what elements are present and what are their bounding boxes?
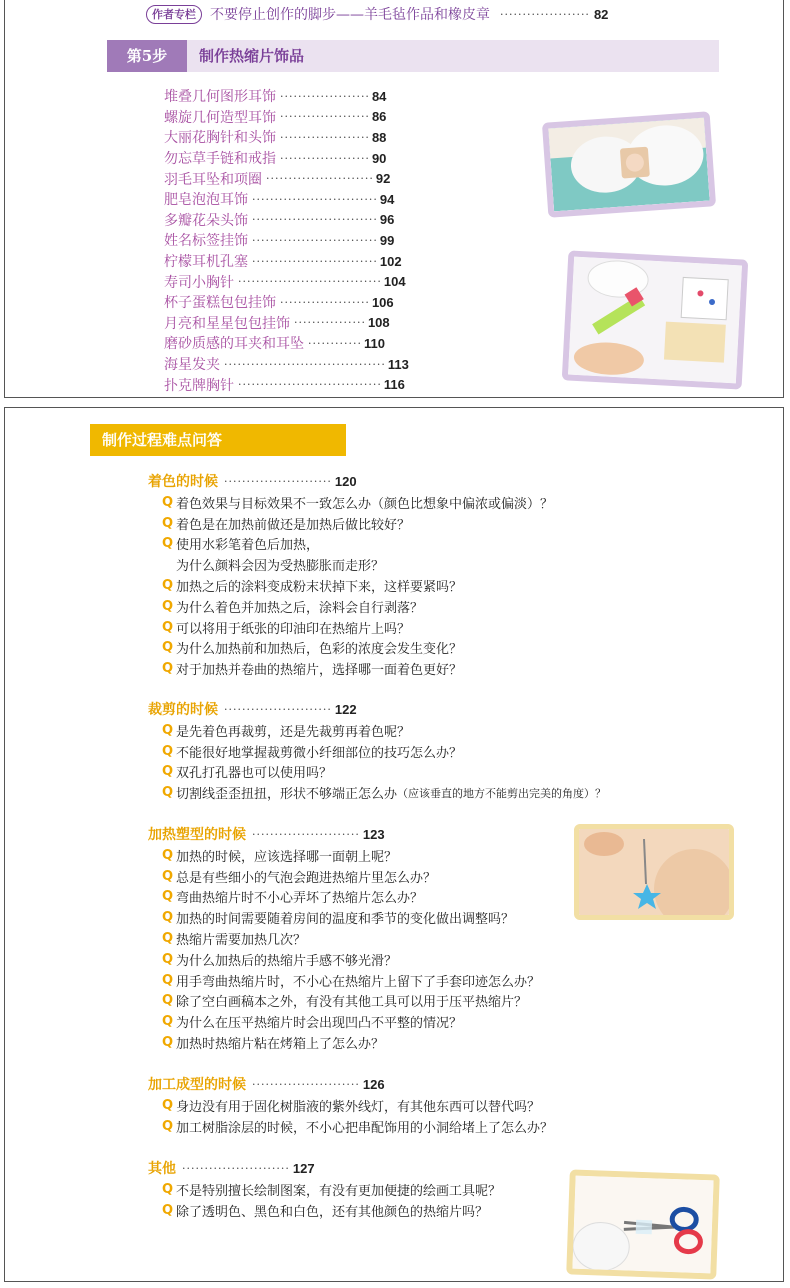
toc-entry-title: 柠檬耳机孔塞: [164, 254, 248, 271]
question-mark-icon: Q: [162, 578, 174, 594]
toc-entry[interactable]: [164, 107, 409, 128]
question-text: 除了空白画稿本之外，有没有其他工具可以用于压平热缩片？: [176, 995, 528, 1011]
qa-section-title: 加工成型的时候: [148, 1077, 246, 1093]
qa-section-title: 加热塑型的时候: [148, 827, 246, 843]
question-text: 使用水彩笔着色后加热，: [176, 538, 320, 554]
question-item[interactable]: [148, 1032, 540, 1053]
question-mark-icon: Q: [162, 889, 174, 905]
toc-entry-title: 姓名标签挂饰: [164, 233, 248, 250]
question-text: 为什么在压平热缩片时会出现凹凸不平整的情况？: [176, 1016, 463, 1032]
question-mark-icon: Q: [162, 910, 174, 926]
question-text: 不能很好地掌握裁剪微小纤细部位的技巧怎么办？: [176, 745, 463, 761]
toc-entry[interactable]: [164, 168, 409, 189]
question-text: 切割线歪歪扭扭，形状不够端正怎么办: [176, 787, 398, 803]
author-column-entry[interactable]: [146, 4, 608, 24]
page-number: 104: [383, 274, 406, 290]
page-number: 126: [362, 1076, 385, 1092]
qa-section: [148, 823, 540, 1053]
question-item[interactable]: [148, 887, 540, 908]
question-item[interactable]: [148, 1011, 540, 1032]
question-text: 对于加热并卷曲的热缩片，选择哪一面着色更好？: [176, 663, 463, 679]
toc-entry-title: 堆叠几何图形耳饰: [164, 89, 276, 106]
question-mark-icon: Q: [162, 1118, 174, 1134]
question-text: 着色效果与目标效果不一致怎么办（颜色比想象中偏浓或偏淡）？: [176, 496, 554, 512]
leader-dots: ····························: [252, 213, 378, 227]
page-number: 92: [375, 171, 391, 187]
question-item[interactable]: [148, 638, 553, 659]
leader-dots: ································: [238, 275, 382, 289]
page-number: 84: [371, 88, 387, 104]
page-number: 108: [367, 315, 390, 331]
question-item[interactable]: [148, 596, 553, 617]
question-item[interactable]: [148, 928, 540, 949]
page-number: 88: [371, 129, 387, 145]
question-item[interactable]: [148, 513, 553, 534]
question-item[interactable]: [148, 534, 553, 555]
question-mark-icon: Q: [162, 598, 174, 614]
toc-entry[interactable]: [164, 271, 409, 292]
question-text: 弯曲热缩片时不小心弄坏了热缩片怎么办？: [176, 891, 424, 907]
question-mark-icon: Q: [162, 847, 174, 863]
question-mark-icon: Q: [162, 1014, 174, 1030]
question-text: 总是有些细小的气泡会跑进热缩片里怎么办？: [176, 870, 437, 886]
page-number: 106: [371, 294, 394, 310]
page-number: 122: [334, 701, 357, 717]
question-text: 除了透明色、黑色和白色，还有其他颜色的热缩片吗？: [176, 1204, 489, 1220]
craft-photo-gloved-hands: [542, 111, 716, 217]
leader-dots: ····························: [252, 192, 378, 206]
leader-dots: ····················: [280, 130, 370, 144]
qa-section-heading[interactable]: [148, 1157, 501, 1179]
toc-entry[interactable]: [164, 127, 409, 148]
qa-section-heading[interactable]: [148, 1073, 553, 1095]
question-item[interactable]: [148, 575, 553, 596]
question-mark-icon: Q: [162, 661, 174, 677]
leader-dots: ····························: [252, 254, 378, 268]
question-text: 加热的时间需要随着房间的温度和季节的变化做出调整吗？: [176, 912, 515, 928]
toc-entry[interactable]: [164, 189, 409, 210]
question-item[interactable]: [148, 866, 540, 887]
question-text: 是先着色再裁剪，还是先裁剪再着色呢？: [176, 724, 411, 740]
leader-dots: ························: [182, 1161, 290, 1175]
question-text: 为什么加热后的热缩片手感不够光滑？: [176, 953, 398, 969]
leader-dots: ································: [238, 378, 382, 392]
qa-section: [148, 1157, 501, 1221]
question-item[interactable]: [148, 1095, 553, 1116]
question-mark-icon: Q: [162, 515, 174, 531]
question-item[interactable]: [148, 492, 553, 513]
question-item[interactable]: [148, 949, 540, 970]
step-title: 制作热缩片饰品: [199, 47, 305, 65]
page-number: 116: [383, 377, 405, 393]
leader-dots: ························: [252, 1077, 360, 1091]
question-text: 为什么加热前和加热后，色彩的浓度会发生变化？: [176, 642, 463, 658]
question-text: 加热的时候，应该选择哪一面朝上呢？: [176, 849, 398, 865]
question-mark-icon: Q: [162, 1035, 174, 1051]
question-item[interactable]: [148, 1179, 501, 1200]
toc-entry[interactable]: [164, 333, 409, 354]
leader-dots: ····················: [500, 7, 590, 21]
step-header: [107, 40, 719, 72]
page-number: 110: [363, 335, 385, 351]
qa-section: [148, 470, 553, 679]
question-text: 加工树脂涂层的时候，不小心把串配饰用的小洞给堵上了怎么办？: [176, 1120, 554, 1136]
question-item[interactable]: [148, 741, 606, 762]
page-number: 96: [379, 212, 395, 228]
toc-entry-title: 月亮和星星包包挂饰: [164, 315, 290, 332]
question-mark-icon: Q: [162, 785, 174, 801]
toc-entry-title: 螺旋几何造型耳饰: [164, 109, 276, 126]
toc-entry-title: 寿司小胸针: [164, 274, 234, 291]
craft-photo-scissors: [566, 1169, 720, 1279]
question-item[interactable]: [148, 991, 540, 1012]
question-mark-icon: Q: [162, 619, 174, 635]
page-number: 102: [379, 253, 402, 269]
question-text: 加热时热缩片粘在烤箱上了怎么办？: [176, 1037, 385, 1053]
question-item[interactable]: [148, 762, 606, 783]
leader-dots: ····································: [224, 357, 386, 371]
question-mark-icon: Q: [162, 536, 174, 552]
page-number: 99: [379, 232, 395, 248]
question-text: 用手弯曲热缩片时，不小心在热缩片上留下了手套印迹怎么办？: [176, 974, 541, 990]
question-mark-icon: Q: [162, 868, 174, 884]
toc-entry-title: 磨砂质感的耳夹和耳坠: [164, 336, 304, 353]
leader-dots: ····························: [252, 233, 378, 247]
toc-entry-title: 多瓣花朵头饰: [164, 212, 248, 229]
question-text: 着色是在加热前做还是加热后做比较好？: [176, 517, 411, 533]
question-item[interactable]: [148, 617, 553, 638]
question-item[interactable]: [148, 720, 606, 741]
qa-section-title: 其他: [148, 1161, 176, 1177]
craft-photo-starfish: [574, 824, 734, 920]
question-item[interactable]: [148, 970, 540, 991]
question-mark-icon: Q: [162, 993, 174, 1009]
leader-dots: ························: [266, 172, 374, 186]
question-mark-icon: Q: [162, 951, 174, 967]
page-number: 90: [371, 150, 387, 166]
question-mark-icon: Q: [162, 1181, 174, 1197]
leader-dots: ························: [224, 474, 332, 488]
toc-entry-title: 扑克牌胸针: [164, 377, 234, 394]
question-text: 双孔打孔器也可以使用吗？: [176, 766, 333, 782]
toc-entry-title: 勿忘草手链和戒指: [164, 151, 276, 168]
leader-dots: ············: [308, 336, 362, 350]
toc-entry-title: 海星发夹: [164, 357, 220, 374]
question-text: 身边没有用于固化树脂液的紫外线灯，有其他东西可以替代吗？: [176, 1099, 541, 1115]
toc-entry[interactable]: [164, 374, 409, 395]
question-item[interactable]: [148, 782, 606, 803]
question-text: 可以将用于纸张的印油印在热缩片上吗？: [176, 621, 411, 637]
page-number: 86: [371, 109, 387, 125]
question-mark-icon: Q: [162, 972, 174, 988]
craft-photo-cutting: [562, 250, 749, 389]
page-number: 82: [593, 6, 609, 22]
question-item[interactable]: [148, 658, 553, 679]
question-mark-icon: Q: [162, 931, 174, 947]
question-item[interactable]: [148, 845, 540, 866]
question-mark-icon: Q: [162, 722, 174, 738]
toc-entry[interactable]: [164, 354, 409, 375]
leader-dots: ····················: [280, 89, 370, 103]
qa-section-title: 裁剪的时候: [148, 702, 218, 718]
toc-entry[interactable]: [164, 210, 409, 231]
toc-entry-title: 杯子蛋糕包包挂饰: [164, 295, 276, 312]
toc-entry[interactable]: [164, 230, 409, 251]
question-continuation: 为什么颜料会因为受热膨胀而走形？: [176, 559, 385, 575]
qa-section: [148, 698, 606, 803]
question-text: 热缩片需要加热几次？: [176, 933, 307, 949]
toc-list: [164, 86, 409, 395]
page-number: 123: [362, 826, 385, 842]
leader-dots: ························: [224, 702, 332, 716]
toc-entry[interactable]: [164, 148, 409, 169]
question-text: 不是特别擅长绘制图案，有没有更加便捷的绘画工具呢？: [176, 1183, 502, 1199]
toc-entry[interactable]: [164, 86, 409, 107]
qa-section-heading[interactable]: [148, 698, 606, 720]
author-column-title: 不要停止创作的脚步——羊毛毡作品和橡皮章: [210, 7, 490, 23]
page-number: 113: [387, 356, 409, 372]
question-text: 为什么着色并加热之后，涂料会自行剥落？: [176, 600, 424, 616]
question-item[interactable]: [148, 1200, 501, 1221]
question-mark-icon: Q: [162, 764, 174, 780]
author-column-badge: 作者专栏: [146, 5, 202, 24]
toc-entry-title: 羽毛耳坠和项圈: [164, 171, 262, 188]
question-mark-icon: Q: [162, 743, 174, 759]
toc-entry-title: 大丽花胸针和头饰: [164, 130, 276, 147]
qa-section: [148, 1073, 553, 1137]
page-number: 120: [334, 473, 357, 489]
leader-dots: ····················: [280, 295, 370, 309]
leader-dots: ····················: [280, 151, 370, 165]
question-mark-icon: Q: [162, 494, 174, 510]
toc-entry[interactable]: [164, 292, 409, 313]
leader-dots: ························: [252, 827, 360, 841]
page-number: 94: [379, 191, 395, 207]
question-mark-icon: Q: [162, 1202, 174, 1218]
leader-dots: ····················: [280, 110, 370, 124]
qa-section-header: 制作过程难点问答: [90, 424, 346, 456]
toc-entry[interactable]: [164, 313, 409, 334]
step-label: 第5步: [107, 40, 187, 72]
qa-section-title: 着色的时候: [148, 474, 218, 490]
question-mark-icon: Q: [162, 1097, 174, 1113]
page-number: 127: [292, 1160, 315, 1176]
qa-section-heading[interactable]: [148, 470, 553, 492]
leader-dots: ················: [294, 316, 366, 330]
question-item[interactable]: [148, 907, 540, 928]
question-mark-icon: Q: [162, 640, 174, 656]
question-item[interactable]: [148, 1116, 553, 1137]
toc-entry[interactable]: [164, 251, 409, 272]
question-note: （应该垂直的地方不能剪出完美的角度）？: [397, 786, 607, 800]
question-text: 加热之后的涂料变成粉末状掉下来，这样要紧吗？: [176, 580, 463, 596]
toc-entry-title: 肥皂泡泡耳饰: [164, 192, 248, 209]
qa-section-heading[interactable]: [148, 823, 540, 845]
